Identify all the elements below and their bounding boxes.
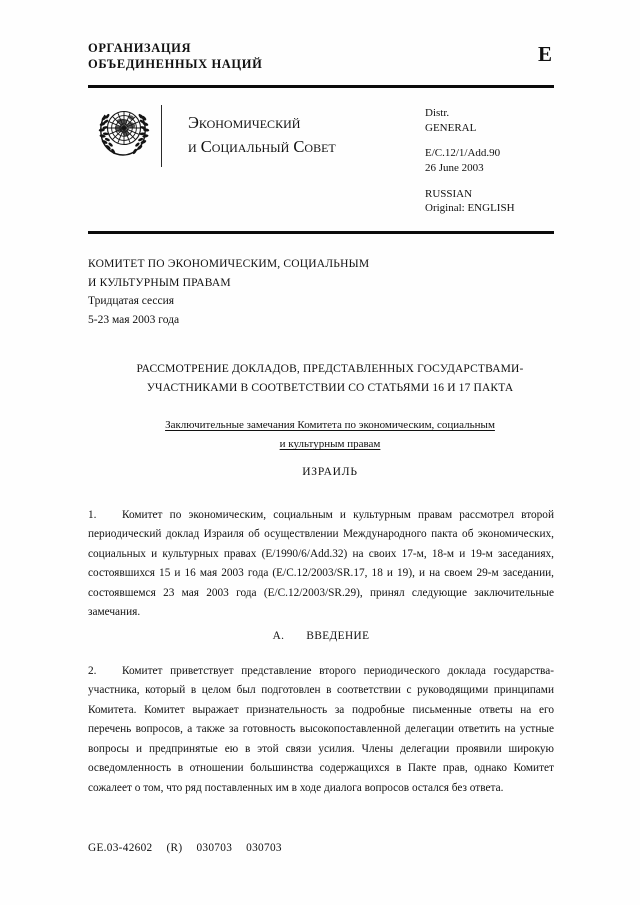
footer-date-code-1: 030703 — [196, 842, 233, 854]
footer-job-number: GE.03-42602 — [88, 842, 153, 854]
document-symbol: E/C.12/1/Add.90 — [425, 147, 501, 160]
document-subtitle — [120, 416, 540, 454]
masthead — [88, 40, 554, 72]
header-rule-top — [88, 85, 554, 88]
committee-session: Тридцатая сессия — [88, 295, 175, 308]
document-title-line2: УЧАСТНИКАМИ В СООТВЕТСТВИИ СО СТАТЬЯМИ 16 И 17 ПАКТА — [146, 382, 514, 395]
country-name: ИЗРАИЛЬ — [302, 466, 358, 478]
distribution-group — [425, 106, 515, 135]
language-symbol: E — [537, 42, 552, 66]
language-group — [425, 187, 515, 216]
committee-block — [88, 255, 554, 330]
organization-name-line1: ОРГАНИЗАЦИЯ — [88, 41, 192, 55]
document-title — [120, 360, 540, 398]
original-language: Original: ENGLISH — [425, 202, 515, 215]
document-subtitle-line1: Заключительные замечания Комитета по экономическим, социальным — [165, 419, 495, 431]
document-date: 26 June 2003 — [425, 161, 484, 174]
organization-name — [88, 40, 262, 72]
paragraph-2 — [88, 662, 554, 798]
organization-name-line2: ОБЪЕДИНЕННЫХ НАЦИЙ — [88, 57, 263, 71]
committee-session-dates: 5-23 мая 2003 года — [88, 313, 180, 326]
paragraph-1-text: Комитет по экономическим, социальным и культурным правам рассмотрел второй периодический доклад Израиля об осуществлении Международного пакта об экономических, социальных и культурных правах (E/1990/6/Add.32) на своих 17-м, 18-м и 19-м заседаниях, состоявшихся 15 и 16 мая 2003 года (E/C.12/2003/SR.17, 18 и 19), и на своем 29-м заседании, состоявшемся 23 мая 2003 года (E/C.12/2003/SR.29), принял следующие заключительные замечания. — [88, 509, 554, 619]
paragraph-1 — [88, 506, 554, 623]
symbol-group — [425, 146, 515, 175]
footer — [88, 842, 282, 854]
emblem-divider — [161, 105, 162, 167]
header-rule-bottom — [88, 231, 554, 234]
distribution-value: GENERAL — [425, 121, 477, 134]
footer-language-code: (R) — [166, 842, 183, 854]
paragraph-2-text: Комитет приветствует представление второго периодического доклада государства-участника, который в целом был подготовлен в соответствии с руководящими принципами Комитета. Комитет выражает признательность за подробные письменные ответы на его перечень вопросов, а также за готовность высокопоставленной делегации ответить на устные вопросы и предпринятые ею в этой связи усилия. Члены делегации проявили широкую осведомленность в отношении большинства содержащихся в Пакте прав, однако Комитет сожалеет о том, что ряд поставленных им в ходе диалога вопросов остался без ответа. — [88, 665, 554, 794]
committee-name-line1: КОМИТЕТ ПО ЭКОНОМИЧЕСКИМ, СОЦИАЛЬНЫМ — [88, 258, 370, 270]
footer-date-code-2: 030703 — [246, 842, 282, 854]
document-subtitle-line2: и культурным правам — [279, 437, 381, 450]
committee-name-line2: И КУЛЬТУРНЫМ ПРАВАМ — [88, 276, 231, 289]
section-letter: A. — [272, 630, 285, 642]
document-title-line1: РАССМОТРЕНИЕ ДОКЛАДОВ, ПРЕДСТАВЛЕННЫХ ГОСУДАРСТВАМИ- — [136, 363, 524, 375]
paragraph-2-number: 2. — [88, 665, 97, 677]
distribution-label: Distr. — [425, 107, 450, 119]
council-title-line2: и Социальный Совет — [188, 136, 336, 156]
un-emblem-icon — [96, 103, 152, 161]
distribution-block — [425, 106, 515, 216]
council-title-line1: Экономический — [188, 113, 301, 132]
paragraph-1-number: 1. — [88, 509, 97, 521]
section-heading — [88, 630, 554, 642]
section-title: ВВЕДЕНИЕ — [306, 630, 370, 642]
document-language: RUSSIAN — [425, 187, 473, 200]
